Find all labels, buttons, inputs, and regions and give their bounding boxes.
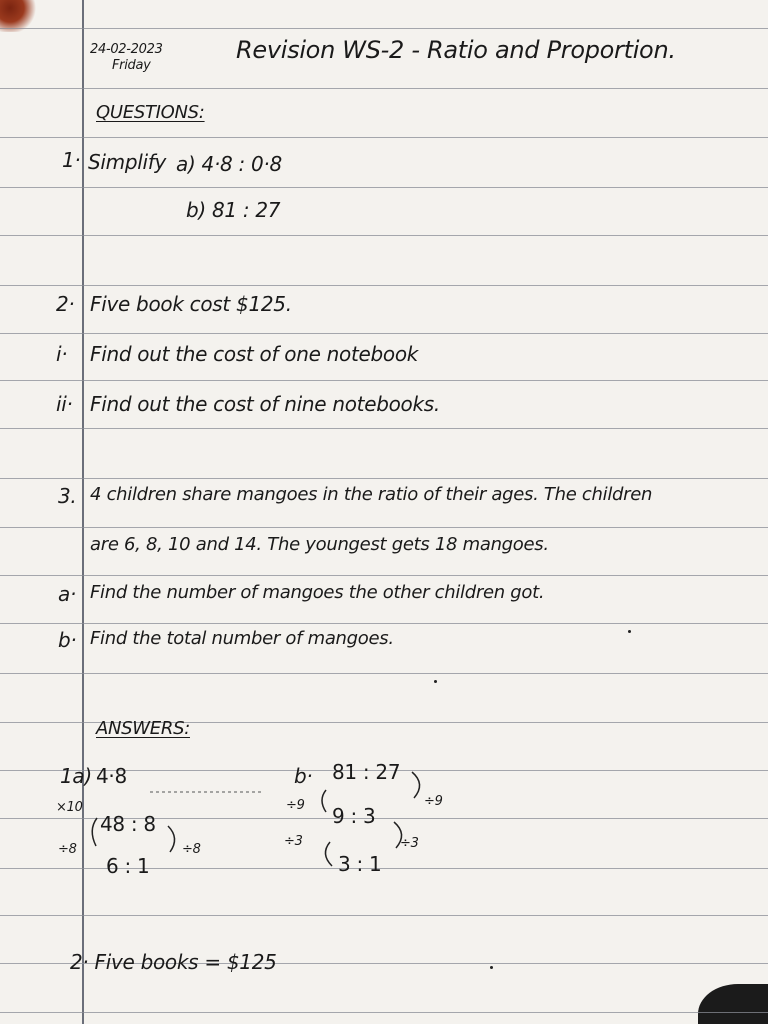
questions-heading: QUESTIONS: [96,102,205,123]
ans1a-div: ÷8 [58,842,77,857]
q1b: b) 81 : 27 [186,198,281,222]
q1-number: 1· [62,148,81,172]
ink-dot [628,630,631,633]
q2i-text: Find out the cost of one notebook [90,342,419,366]
q3b-text: Find the total number of mangoes. [90,628,394,649]
ans1a-mult: ×10 [56,800,83,815]
ans1a-line3: 6 : 1 [106,854,150,878]
q2-text: Five book cost $125. [90,292,292,316]
ans1b-div-left1: ÷9 [286,798,305,813]
ans2-text: 2· Five books = $125 [70,950,277,974]
q2ii-text: Find out the cost of nine notebooks. [90,392,440,416]
ans1b-line3: 3 : 1 [338,852,382,876]
ans1a-div-right: ÷8 [182,842,201,857]
ans1a-label: 1a) [60,764,92,788]
q2i-number: i· [56,342,68,366]
q2ii-number: ii· [56,392,73,416]
ans1b-line2: 9 : 3 [332,804,376,828]
ans1b-div-right1: ÷9 [424,794,443,809]
ans1a-line2: 48 : 8 [100,812,156,836]
q3a-number: a· [58,582,77,606]
q3-line2: are 6, 8, 10 and 14. The youngest gets 18 mangoes. [90,534,549,555]
ink-dot [434,680,437,683]
ans1a-line1: 4·8 [96,764,127,788]
q3-number: 3. [58,484,77,508]
day: Friday [112,58,151,73]
answers-heading: ANSWERS: [96,718,190,739]
q1-text: Simplify [88,150,167,174]
q2-number: 2· [56,292,75,316]
ans1b-line1: 81 : 27 [332,760,401,784]
ans1b-div-left2: ÷3 [284,834,303,849]
q3a-text: Find the number of mangoes the other children got. [90,582,545,603]
ans1b-label: b· [294,764,313,788]
q3-line1: 4 children share mangoes in the ratio of their ages. The children [90,484,653,505]
q3b-number: b· [58,628,77,652]
page-title: Revision WS-2 - Ratio and Proportion. [236,36,676,64]
ans1b-div-right2: ÷3 [400,836,419,851]
q1a: a) 4·8 : 0·8 [176,152,282,176]
date: 24-02-2023 [90,42,163,57]
ink-dot [490,966,493,969]
